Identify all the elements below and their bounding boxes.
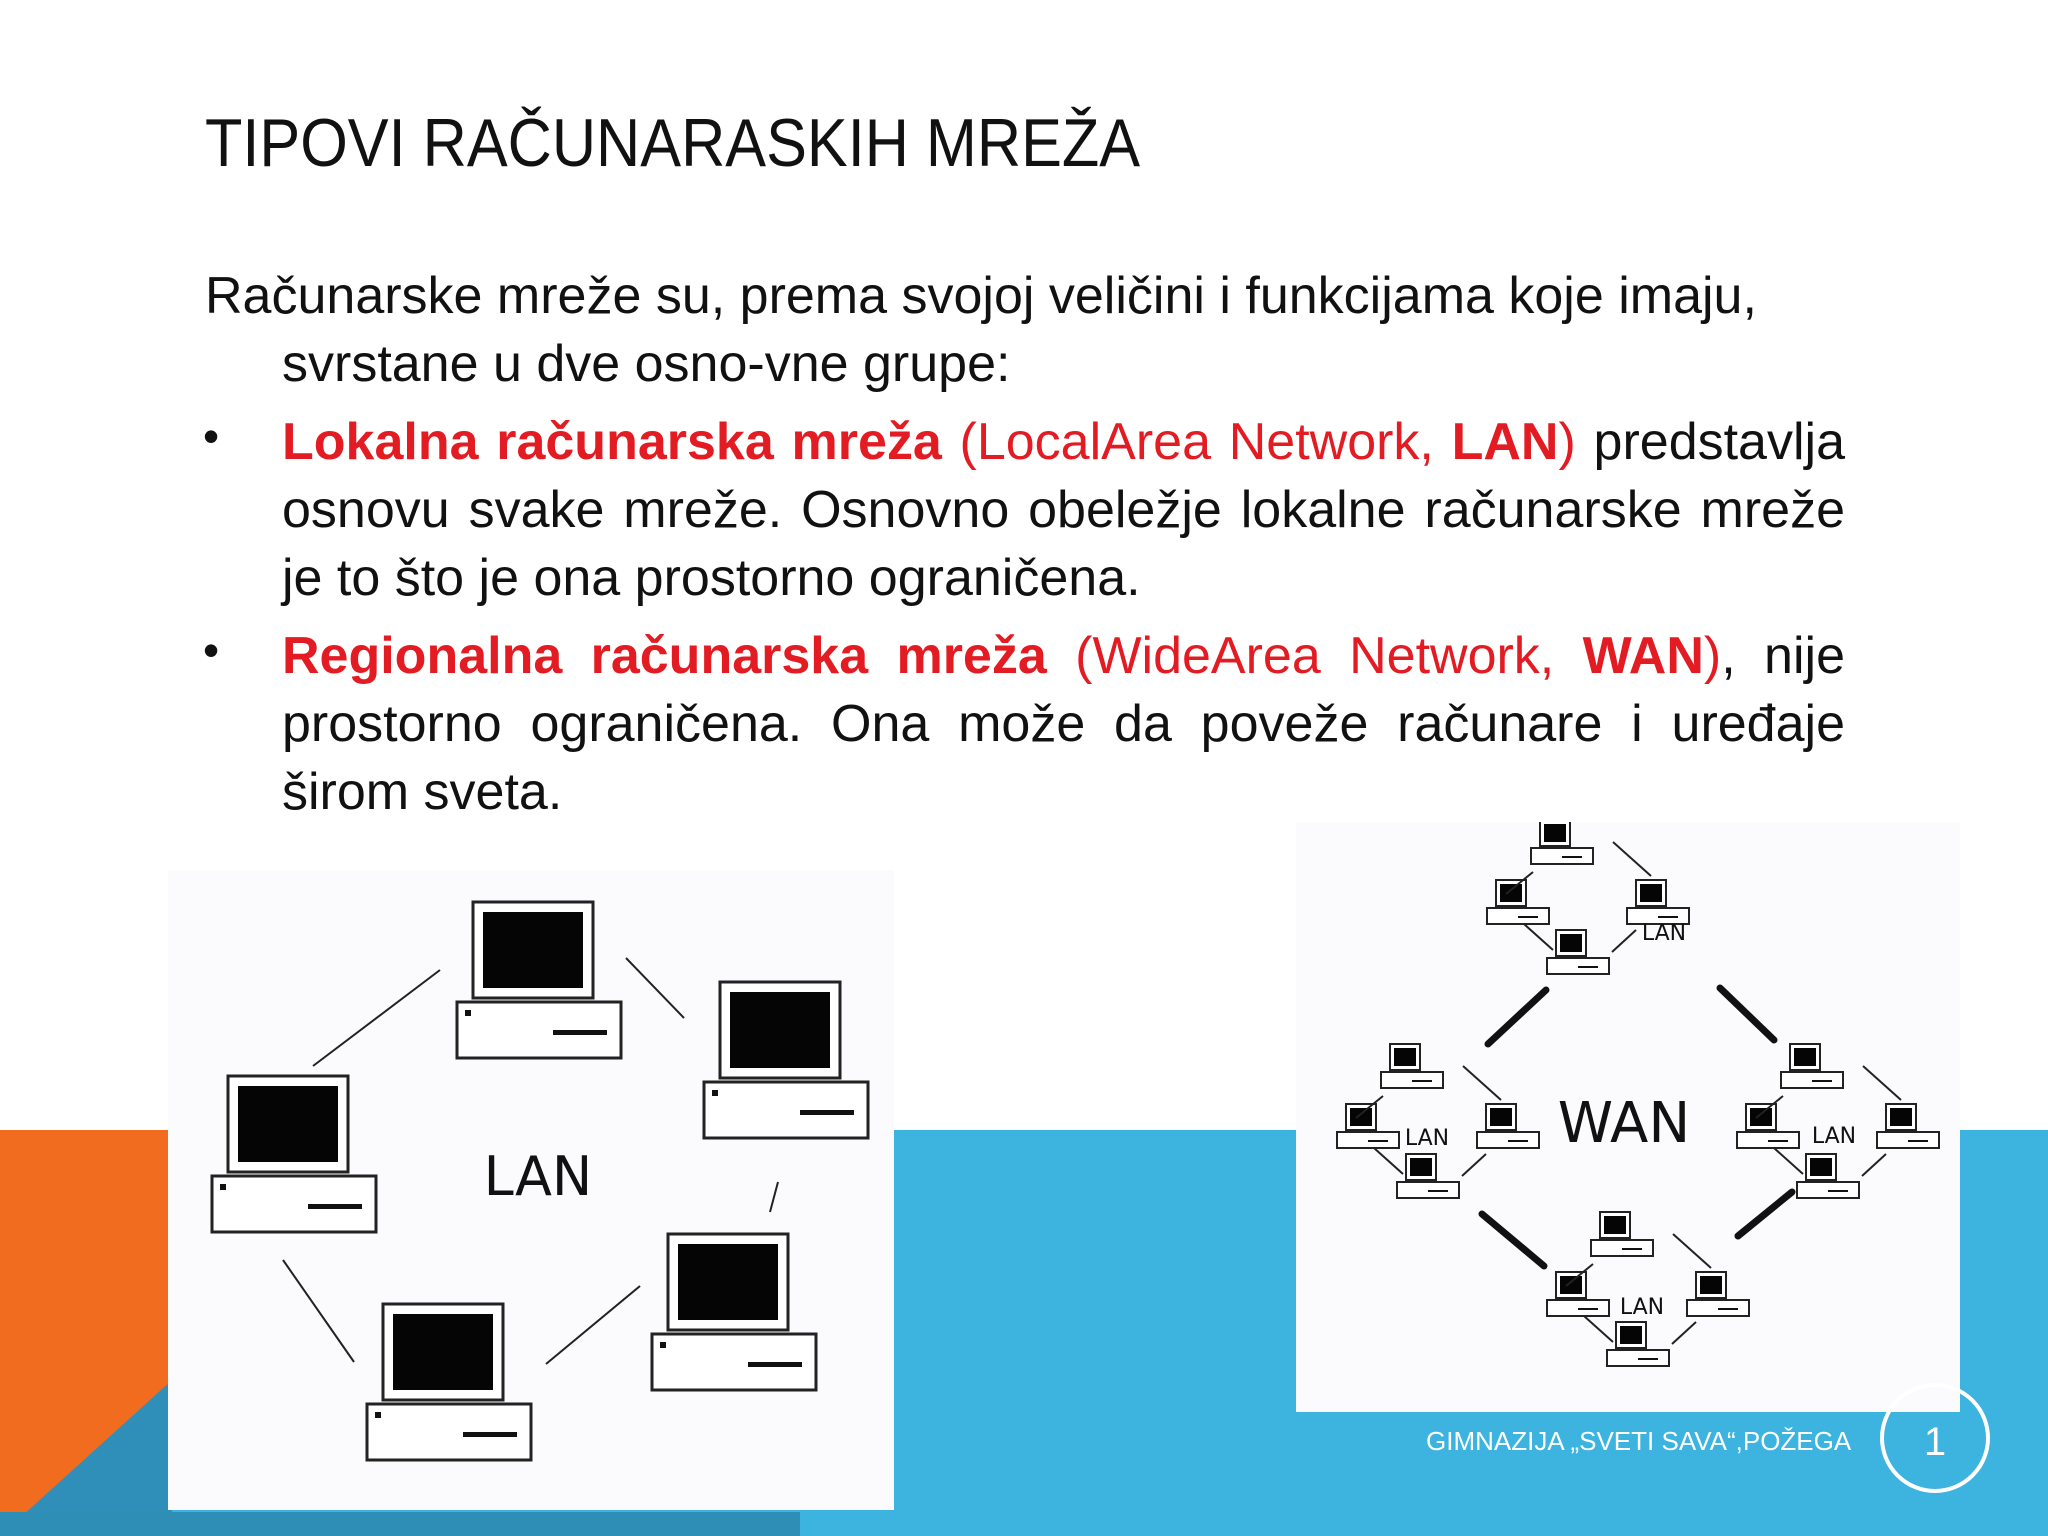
bullet-term: Regionalna računarska mreža [282,627,1047,685]
background-bottom-strip [0,1512,800,1536]
lan-diagram-image [168,870,894,1510]
page-number: 1 [1880,1383,1990,1493]
bullet-paren-open: (WideArea Network, [1046,627,1583,685]
slide-body [205,262,1845,836]
computer-icon [704,982,868,1138]
bullet-lan [205,408,1845,612]
lan-cluster [1547,1212,1749,1366]
lan-label: LAN [1404,1126,1450,1151]
computer-icon [212,1076,376,1232]
computer-icon [457,902,621,1058]
slide-title: TIPOVI RAČUNARASKIH MREŽA [205,105,1141,181]
lan-cluster [1737,1044,1939,1198]
lan-label: LAN [1619,1295,1665,1320]
bullet-dot-icon: • [203,624,220,676]
lan-label: LAN [483,1145,593,1208]
bullet-paren-close: ) [1703,627,1722,685]
bullet-abbr: WAN [1582,627,1704,685]
bullet-paren-open: (LocalArea Network, [941,413,1452,471]
footer-school: GIMNAZIJA „SVETI SAVA“,POŽEGA [1426,1426,1852,1456]
bullet-term: Lokalna računarska mreža [282,413,942,471]
lan-cluster [1487,822,1689,974]
bullet-abbr: LAN [1451,413,1559,471]
bullet-paren-close: ) [1558,413,1576,471]
wan-diagram-svg [1296,822,1960,1412]
wan-diagram-image [1296,822,1960,1412]
intro-paragraph: Računarske mreže su, prema svojoj veličini i funkcijama koje imaju, svrstane u dve osno-vne grupe: [205,267,1757,393]
lan-label: LAN [1641,921,1687,946]
lan-diagram-svg [168,870,894,1510]
computer-icon [367,1304,531,1460]
lan-label: LAN [1811,1124,1857,1149]
lan-cluster [1337,1044,1539,1198]
bullet-dot-icon: • [203,410,220,462]
computer-icon [652,1234,816,1390]
bullet-wan [205,622,1845,826]
wan-label: WAN [1557,1091,1691,1156]
bullet-text: , nije prostorno ograničena. Ona može da poveže računare i uređaje širom sveta. [282,627,1845,821]
bullet-text: predstavlja osnovu svake mreže. Osnovno obeležje lokalne računarske mreže je to što je ona prostorno ograničena. [282,413,1846,607]
